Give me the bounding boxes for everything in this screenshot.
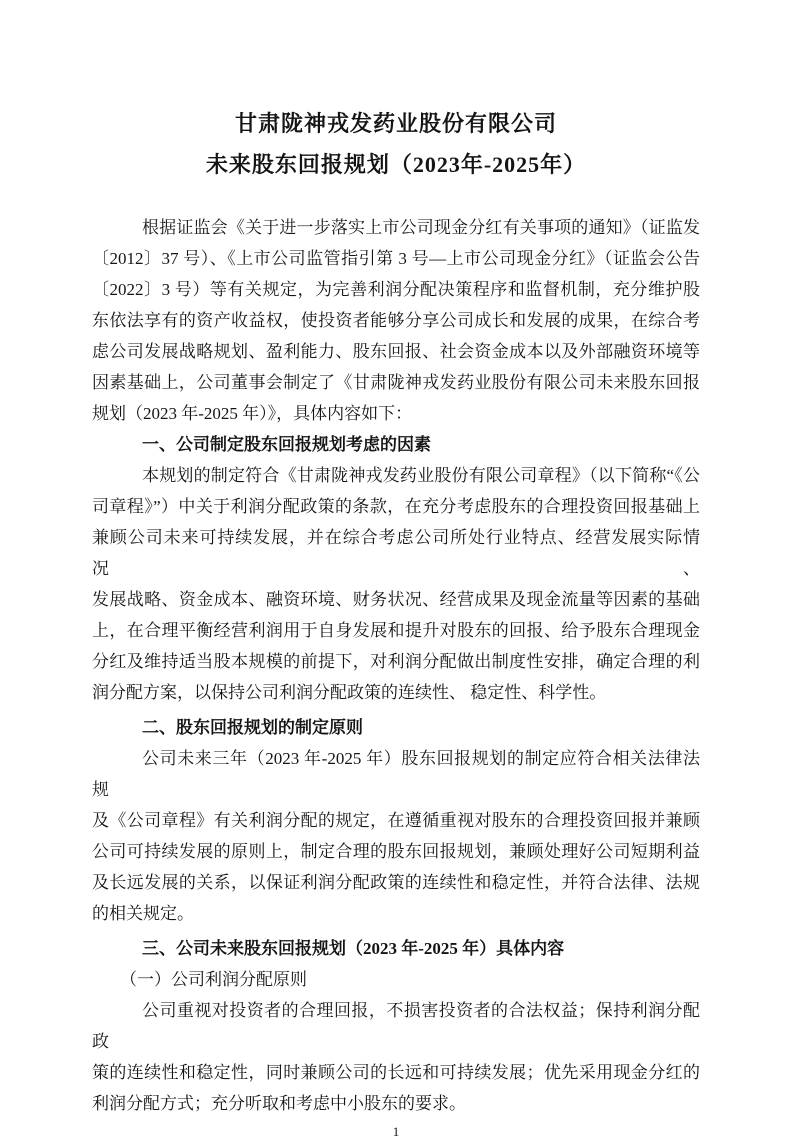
paragraph-line: 的相关规定。 xyxy=(92,904,194,923)
section-3-heading: 三、公司未来股东回报规划（2023 年-2025 年）具体内容 xyxy=(142,939,565,958)
section-2-heading: 二、股东回报规划的制定原则 xyxy=(142,718,363,737)
section-1 xyxy=(92,429,700,708)
paragraph-line: 规划（2023 年-2025 年）》，具体内容如下： xyxy=(92,404,413,423)
paragraph-line: 〔2012〕37 号）、《上市公司监管指引第 3 号—上市公司现金分红》（证监会公告 xyxy=(92,249,700,268)
paragraph-line: 利润分配方式；充分听取和考虑中小股东的要求。 xyxy=(92,1094,466,1113)
section-1-heading: 一、公司制定股东回报规划考虑的因素 xyxy=(142,435,431,454)
paragraph-line: 润分配方案，以保持公司利润分配政策的连续性、 稳定性、科学性。 xyxy=(92,683,607,702)
paragraph-line: 分红及维持适当股本规模的前提下，对利润分配做出制度性安排，确定合理的利 xyxy=(92,652,700,671)
paragraph-line: 东依法享有的资产收益权，使投资者能够分享公司成长和发展的成果，在综合考 xyxy=(92,311,700,330)
document-body xyxy=(92,212,700,1119)
paragraph-line: 上，在合理平衡经营利润用于自身发展和提升对股东的回报、给予股东合理现金 xyxy=(92,621,700,640)
paragraph-line: 公司未来三年（2023 年-2025 年）股东回报规划的制定应符合相关法律法规 xyxy=(92,749,700,799)
paragraph-line: 〔2022〕3 号）等有关规定，为完善利润分配决策程序和监督机制，充分维护股 xyxy=(92,280,700,299)
paragraph-line: 发展战略、资金成本、融资环境、财务状况、经营成果及现金流量等因素的基础 xyxy=(92,590,700,609)
paragraph-line: 本规划的制定符合《甘肃陇神戎发药业股份有限公司章程》（以下简称“《公 xyxy=(142,466,700,485)
document-title-line-2: 未来股东回报规划（2023年-2025年） xyxy=(205,152,587,177)
paragraph-line: 及长远发展的关系，以保证利润分配政策的连续性和稳定性，并符合法律、法规 xyxy=(92,873,700,892)
paragraph-line: 公司重视对投资者的合理回报，不损害投资者的合法权益；保持利润分配政 xyxy=(92,1001,700,1051)
section-2 xyxy=(92,712,700,929)
paragraph-line: 及《公司章程》有关利润分配的规定，在遵循重视对股东的合理投资回报并兼顾 xyxy=(92,811,700,830)
paragraph-line: 策的连续性和稳定性，同时兼顾公司的长远和可持续发展；优先采用现金分红的 xyxy=(92,1063,700,1082)
paragraph-line: 虑公司发展战略规划、盈利能力、股东回报、社会资金成本以及外部融资环境等 xyxy=(92,342,700,361)
page-number: 1 xyxy=(392,1124,400,1139)
section-3-subheading: （一）公司利润分配原则 xyxy=(120,970,307,989)
paragraph-line: 因素基础上，公司董事会制定了《甘肃陇神戎发药业股份有限公司未来股东回报 xyxy=(92,373,700,392)
paragraph-line: 司章程》”）中关于利润分配政策的条款，在充分考虑股东的合理投资回报基础上 xyxy=(92,497,700,516)
section-3 xyxy=(92,933,700,1119)
intro-paragraph xyxy=(92,212,700,429)
document-title-line-1: 甘肃陇神戎发药业股份有限公司 xyxy=(234,111,557,136)
paragraph-line: 公司可持续发展的原则上，制定合理的股东回报规划，兼顾处理好公司短期利益 xyxy=(92,842,700,861)
paragraph-line: 兼顾公司未来可持续发展，并在综合考虑公司所处行业特点、经营发展实际情况、 xyxy=(92,528,700,578)
paragraph-line: 根据证监会《关于进一步落实上市公司现金分红有关事项的通知》（证监发 xyxy=(142,218,700,237)
